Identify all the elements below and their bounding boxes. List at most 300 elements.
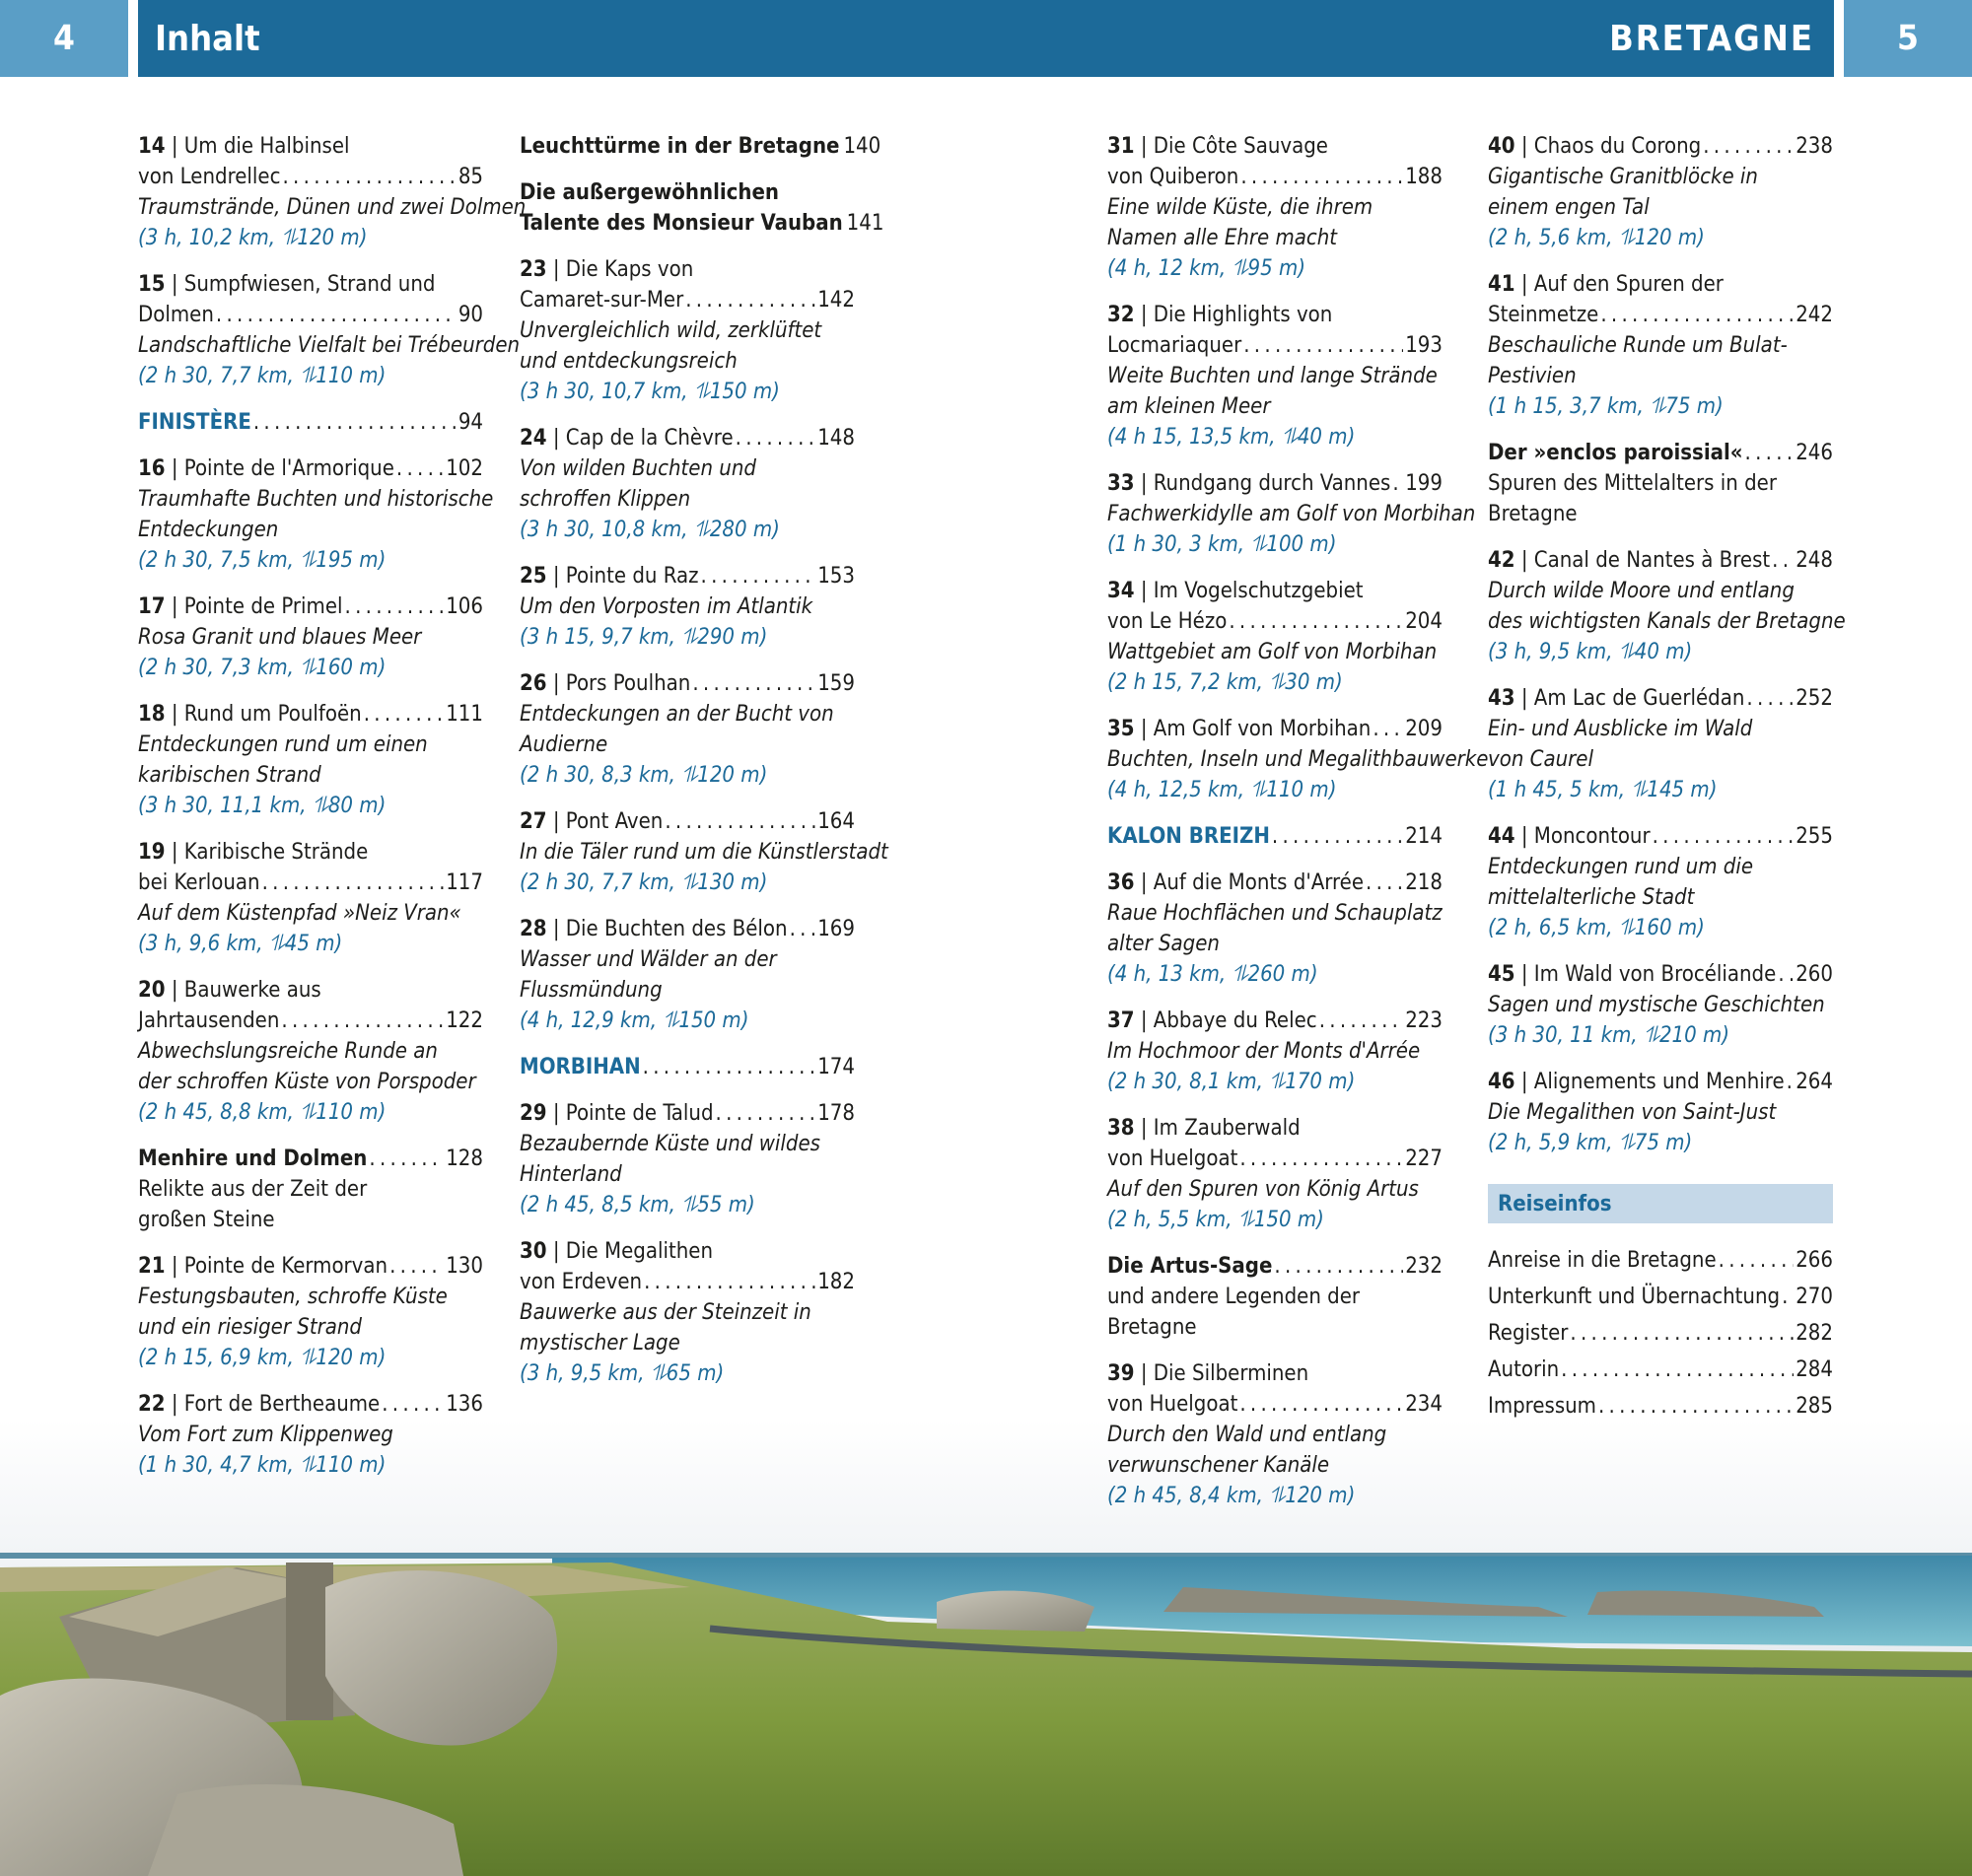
toc-line[interactable] [138,975,483,1006]
toc-column-1 [138,131,527,1496]
feature-title: Die Artus-Sage [1107,1254,1273,1279]
tour-title: Chaos du Corong [1533,134,1702,159]
tour-stats: (2 h 30, 7,7 km, ⥮110 m) [138,364,387,388]
toc-line[interactable] [1107,868,1443,898]
tour-title: Karibische Strände [183,840,369,865]
separator: | [165,978,184,1003]
dot-leader [692,668,815,699]
toc-line[interactable] [1107,1006,1443,1036]
dot-leader [1703,131,1794,162]
tour-description: mittelalterliche Stadt [1488,885,1695,910]
tour-description: Vom Fort zum Klippenweg [138,1423,393,1447]
dot-leader [396,453,444,484]
toc-line[interactable] [138,131,483,162]
tour-title-cont: von Huelgoat [1107,1392,1238,1417]
dot-leader [1778,959,1794,990]
toc-line-text [138,1389,380,1420]
toc-line[interactable] [138,300,483,330]
dot-leader [364,699,445,730]
toc-line[interactable] [138,699,483,730]
tour-title: Die Côte Sauvage [1153,134,1328,159]
separator: | [1134,303,1154,327]
page-number: 199 [1405,471,1443,496]
feature-description: und andere Legenden der Bretagne [1107,1285,1361,1340]
tour-number: 30 [520,1239,547,1264]
tour-stats: (4 h, 12 km, ⥮95 m) [1107,256,1305,281]
feature-description: Spuren des Mittelalters in der Bretagne [1488,471,1777,526]
toc-line[interactable] [1488,1067,1833,1097]
tour-title: Abbaye du Relec [1153,1008,1317,1033]
tour-description: Hinterland [520,1162,622,1187]
toc-line[interactable] [1107,131,1443,162]
toc-line-text [1107,821,1270,852]
tour-title: Die Silberminen [1153,1361,1309,1386]
dot-leader [1373,714,1403,744]
tour-stats: (3 h, 9,5 km, ⥮65 m) [520,1361,725,1386]
page-number: 159 [817,671,855,696]
dot-leader [1719,1245,1795,1276]
tour-number: 36 [1107,870,1135,895]
toc-line[interactable] [1488,683,1833,714]
toc-line[interactable] [520,668,855,699]
toc-line[interactable] [1107,162,1443,192]
tour-title-cont: von Le Hézo [1107,609,1228,634]
toc-line[interactable] [520,561,855,591]
toc-line[interactable] [520,914,855,944]
tour-stats: (2 h 30, 7,5 km, ⥮195 m) [138,548,387,573]
separator: | [546,1239,566,1264]
tour-number: 38 [1107,1116,1135,1141]
separator: | [165,272,184,297]
toc-entry [1107,1113,1443,1235]
tour-title: Um die Halbinsel [183,134,350,159]
tour-description: Von wilden Buchten und [520,456,756,481]
toc-line[interactable] [1488,1355,1833,1385]
toc-line[interactable] [138,453,483,484]
toc-line[interactable] [1107,1251,1443,1282]
toc-line[interactable] [1107,1144,1443,1174]
page-number: 227 [1405,1146,1443,1171]
dot-leader [1787,1067,1795,1097]
toc-line[interactable] [520,1098,855,1129]
tour-title: Auf die Monts d'Arrée [1153,870,1365,895]
toc-line[interactable] [520,1052,855,1082]
tour-description: Entdeckungen rund um einen [138,732,428,757]
toc-line[interactable] [1488,1245,1833,1276]
separator: | [1514,272,1534,297]
reiseinfo-item [1488,1391,1833,1422]
tour-description: mystischer Lage [520,1331,680,1355]
separator: | [1134,870,1154,895]
page-number: 142 [817,288,855,313]
toc-line[interactable] [1488,545,1833,576]
tour-description: Bezaubernde Küste und wildes [520,1132,820,1156]
toc-line[interactable] [1488,1391,1833,1422]
toc-line-text [520,668,690,699]
dot-leader [643,1052,816,1082]
toc-line[interactable] [1488,269,1833,300]
dot-leader [1272,821,1403,852]
toc-line[interactable] [1107,821,1443,852]
tour-stats: (2 h 15, 6,9 km, ⥮120 m) [138,1346,387,1370]
tour-description: Auf dem Küstenpfad »Neiz Vran« [138,901,461,926]
tour-number: 45 [1488,962,1515,987]
dot-leader [262,868,445,898]
page-number: 141 [846,211,884,236]
toc-entry [1107,131,1443,284]
tour-number: 43 [1488,686,1515,711]
toc-line[interactable] [138,868,483,898]
reiseinfo-item [1488,1318,1833,1349]
page-number: 214 [1405,824,1443,849]
tour-stats: (4 h 15, 13,5 km, ⥮40 m) [1107,425,1356,450]
tour-title: Die Megalithen [565,1239,713,1264]
toc-line-text [1107,1251,1272,1282]
tour-description: Gigantische Granitblöcke in [1488,165,1758,189]
tour-title: Die Kaps von [565,257,694,282]
tour-stats: (3 h, 9,6 km, ⥮45 m) [138,932,343,956]
toc-line-text [1488,1391,1596,1422]
tour-number: 18 [138,702,166,727]
toc-entry [520,131,881,162]
tour-number: 26 [520,671,547,696]
dot-leader [790,914,816,944]
tour-description: Beschauliche Runde um Bulat- [1488,333,1788,358]
separator: | [1134,1008,1154,1033]
tour-description: Traumhafte Buchten und historische [138,487,494,512]
tour-title: Rundgang durch Vannes [1153,471,1391,496]
page-number: 242 [1796,303,1833,327]
tour-description: Um den Vorposten im Atlantik [520,594,813,619]
toc-entry [1107,1006,1443,1097]
page-number: 148 [817,426,855,451]
tour-title-cont: von Erdeven [520,1270,643,1294]
tour-number: 20 [138,978,166,1003]
toc-line[interactable] [520,254,855,285]
page-number: 255 [1796,824,1833,849]
toc-line[interactable] [1488,300,1833,330]
tour-title: Pointe de Kermorvan [183,1254,388,1279]
toc-line[interactable] [1107,468,1443,499]
tour-stats: (2 h 45, 8,5 km, ⥮55 m) [520,1193,755,1217]
separator: | [1514,1070,1534,1094]
separator: | [1514,824,1534,849]
toc-entry [1488,269,1833,422]
page-number: 193 [1405,333,1443,358]
toc-line[interactable] [138,1144,483,1174]
tour-title-cont: Camaret-sur-Mer [520,288,684,313]
page-number: 111 [446,702,483,727]
tour-stats: (2 h, 5,9 km, ⥮75 m) [1488,1131,1693,1155]
tour-description: des wichtigsten Kanals der Bretagne [1488,609,1846,634]
toc-column-2 [520,131,888,1405]
dot-leader [736,423,816,453]
dot-leader [1746,683,1794,714]
toc-line[interactable] [520,423,855,453]
tour-description: der schroffen Küste von Porspoder [138,1070,476,1094]
separator: | [546,809,566,834]
tour-description: Flussmündung [520,978,663,1003]
tour-stats: (1 h 15, 3,7 km, ⥮75 m) [1488,394,1724,419]
tour-title: Pointe du Raz [565,564,699,589]
toc-entry [1107,300,1443,452]
toc-line[interactable] [138,1251,483,1282]
page-number: 232 [1405,1254,1443,1279]
separator: | [546,426,566,451]
tour-title: Im Wald von Brocéliande [1533,962,1777,987]
tour-stats: (2 h 30, 7,3 km, ⥮160 m) [138,656,387,680]
tour-title: Pointe de l'Armorique [183,456,394,481]
tour-number: 29 [520,1101,547,1126]
feature-title: Die außergewöhnlichen [520,180,779,205]
region-heading: MORBIHAN [520,1055,641,1079]
toc-line[interactable] [520,208,884,239]
tour-description: In die Täler rund um die Künstlerstadt [520,840,888,865]
toc-line[interactable] [1107,1358,1443,1389]
separator: | [546,671,566,696]
toc-entry [138,1144,483,1235]
tour-title: Moncontour [1533,824,1651,849]
separator: | [1134,1361,1154,1386]
toc-line[interactable] [520,131,881,162]
toc-line[interactable] [138,1389,483,1420]
tour-title: Sumpfwiesen, Strand und [183,272,436,297]
feature-description: großen Steine [138,1208,275,1232]
dot-leader [716,1098,816,1129]
toc-line[interactable] [520,1236,855,1267]
toc-line[interactable] [138,591,483,622]
toc-line[interactable] [520,285,855,315]
feature-title: Der »enclos paroissial« [1488,441,1743,465]
page-number: 106 [446,594,483,619]
dot-leader [1274,1251,1403,1282]
toc-line[interactable] [138,162,483,192]
tour-description: schroffen Klippen [520,487,691,512]
tour-stats: (3 h, 9,5 km, ⥮40 m) [1488,640,1693,664]
tour-title: Am Golf von Morbihan [1153,717,1372,741]
page-number: 94 [458,410,483,435]
page-number: 164 [817,809,855,834]
separator: | [1514,686,1534,711]
separator: | [546,564,566,589]
reiseinfo-title: Impressum [1488,1394,1596,1419]
tour-number: 44 [1488,824,1515,849]
toc-line[interactable] [138,1006,483,1036]
toc-entry [520,668,855,791]
tour-stats: (3 h 30, 10,7 km, ⥮150 m) [520,380,780,404]
toc-line-text [520,1098,714,1129]
tour-title: Rund um Poulfoën [183,702,362,727]
page-number: 238 [1796,134,1833,159]
toc-line-text [138,1006,279,1036]
page-number: 140 [843,134,881,159]
tour-title: Pont Aven [565,809,664,834]
dot-leader [389,1251,444,1282]
page-number: 266 [1796,1248,1833,1273]
right-page-title: BRETAGNE [1609,18,1814,59]
toc-line-text [1107,330,1241,361]
toc-line[interactable] [1488,959,1833,990]
toc-line[interactable] [138,269,483,300]
tour-stats: (4 h, 12,9 km, ⥮150 m) [520,1008,749,1033]
toc-line[interactable] [1107,300,1443,330]
dot-leader [701,561,816,591]
toc-line-text [520,423,734,453]
toc-entry [1488,438,1833,529]
page-number: 246 [1796,441,1833,465]
page-number: 209 [1405,717,1443,741]
tour-description: von Caurel [1488,747,1593,772]
tour-description: Auf den Spuren von König Artus [1107,1177,1419,1202]
toc-line-text [1488,300,1598,330]
dot-leader [1570,1318,1794,1349]
tour-number: 31 [1107,134,1135,159]
separator: | [165,456,184,481]
toc-line[interactable] [520,1267,855,1297]
toc-line-text [1488,131,1701,162]
dot-leader [1366,868,1403,898]
tour-number: 41 [1488,272,1515,297]
tour-stats: (4 h, 13 km, ⥮260 m) [1107,962,1318,987]
tour-stats: (2 h 30, 8,3 km, ⥮120 m) [520,763,768,788]
tour-title-cont: von Lendrellec [138,165,281,189]
tour-number: 28 [520,917,547,941]
toc-column-4 [1488,131,1846,1427]
tour-title: Die Highlights von [1153,303,1333,327]
tour-number: 33 [1107,471,1135,496]
toc-line-text [1488,1355,1559,1385]
toc-entry [138,1389,483,1481]
toc-line[interactable] [1488,438,1833,468]
toc-line[interactable] [1488,1318,1833,1349]
page-number: 223 [1405,1008,1443,1033]
toc-entry [520,423,855,545]
toc-line-text [1107,714,1371,744]
tour-title: Im Vogelschutzgebiet [1153,579,1364,603]
tour-title-cont: von Quiberon [1107,165,1239,189]
left-page-title: Inhalt [155,18,260,59]
tour-description: Namen alle Ehre macht [1107,226,1338,250]
dot-leader [1745,438,1795,468]
tour-stats: (2 h 30, 8,1 km, ⥮170 m) [1107,1070,1356,1094]
page-number: 128 [446,1146,483,1171]
toc-entry [1488,821,1833,943]
toc-entry [138,591,483,683]
dot-leader [1598,1391,1794,1422]
toc-line-text [1107,868,1364,898]
tour-description: Abwechslungsreiche Runde an [138,1039,438,1064]
separator: | [546,257,566,282]
dot-leader [345,591,445,622]
toc-entry [1107,868,1443,990]
toc-entry [520,806,888,898]
tour-title: Pointe de Primel [183,594,343,619]
toc-entry [1107,821,1443,852]
toc-line-text [138,868,260,898]
page-number: 117 [446,870,483,895]
page-number: 282 [1796,1321,1833,1346]
tour-description: Traumstrände, Dünen und zwei Dolmen [138,195,527,220]
tour-title: Pointe de Talud [565,1101,714,1126]
tour-description: einem engen Tal [1488,195,1650,220]
toc-line[interactable] [1488,1282,1833,1312]
dot-leader [282,162,456,192]
feature-description: Relikte aus der Zeit der [138,1177,368,1202]
toc-line[interactable] [1107,576,1443,606]
tour-title: Im Zauberwald [1153,1116,1301,1141]
tour-stats: (3 h, 10,2 km, ⥮120 m) [138,226,368,250]
toc-entry [1107,576,1443,698]
page-number: 218 [1405,870,1443,895]
toc-line-text [1488,1067,1785,1097]
reiseinfos-list [1488,1245,1833,1422]
toc-line[interactable] [138,407,483,438]
toc-entry [520,914,855,1036]
tour-number: 15 [138,272,166,297]
toc-line[interactable] [1107,606,1443,637]
toc-entry [138,269,521,391]
toc-line[interactable] [1107,1113,1443,1144]
toc-line-text [138,300,214,330]
tour-stats: (2 h 45, 8,4 km, ⥮120 m) [1107,1484,1356,1508]
toc-entry [520,1098,855,1220]
tour-number: 14 [138,134,166,159]
toc-line[interactable] [1488,131,1833,162]
tour-stats: (2 h, 5,5 km, ⥮150 m) [1107,1208,1324,1232]
toc-line-text [1107,1389,1237,1420]
tour-title: Pors Poulhan [565,671,691,696]
tour-title-cont: Locmariaquer [1107,333,1242,358]
tour-stats: (2 h 30, 7,7 km, ⥮130 m) [520,870,768,895]
page-number: 270 [1796,1285,1833,1309]
page-number: 260 [1796,962,1833,987]
toc-line[interactable] [1107,714,1443,744]
tour-description: Sagen und mystische Geschichten [1488,993,1825,1017]
toc-line[interactable] [520,806,855,837]
toc-line-text [1488,1245,1717,1276]
separator: | [546,1101,566,1126]
toc-line-text [1107,1006,1317,1036]
toc-line[interactable] [1488,821,1833,852]
page-number: 174 [817,1055,855,1079]
toc-line[interactable] [1107,1389,1443,1420]
toc-entry [1488,545,1846,667]
reiseinfo-title: Register [1488,1321,1569,1346]
tour-title: Die Buchten des Bélon [565,917,788,941]
toc-line-text [1488,545,1770,576]
toc-line-text [520,806,663,837]
dot-leader [1600,300,1794,330]
separator: | [165,1392,184,1417]
tour-description: Unvergleichlich wild, zerklüftet [520,318,822,343]
tour-title-cont: bei Kerlouan [138,870,260,895]
separator: | [165,594,184,619]
tour-description: Fachwerkidylle am Golf von Morbihan [1107,502,1476,526]
toc-line[interactable] [1107,330,1443,361]
toc-line[interactable] [138,837,483,868]
toc-line-text [138,407,251,438]
tour-number: 42 [1488,548,1515,573]
toc-line-text [138,162,280,192]
tour-number: 39 [1107,1361,1135,1386]
toc-entry [1488,131,1833,253]
toc-entry [1488,683,1833,805]
toc-line-text [1488,1318,1568,1349]
right-page-number: 5 [1844,0,1972,77]
toc-line-text [520,1052,641,1082]
reiseinfos-heading: Reiseinfos [1488,1184,1833,1223]
dot-leader [369,1144,444,1174]
